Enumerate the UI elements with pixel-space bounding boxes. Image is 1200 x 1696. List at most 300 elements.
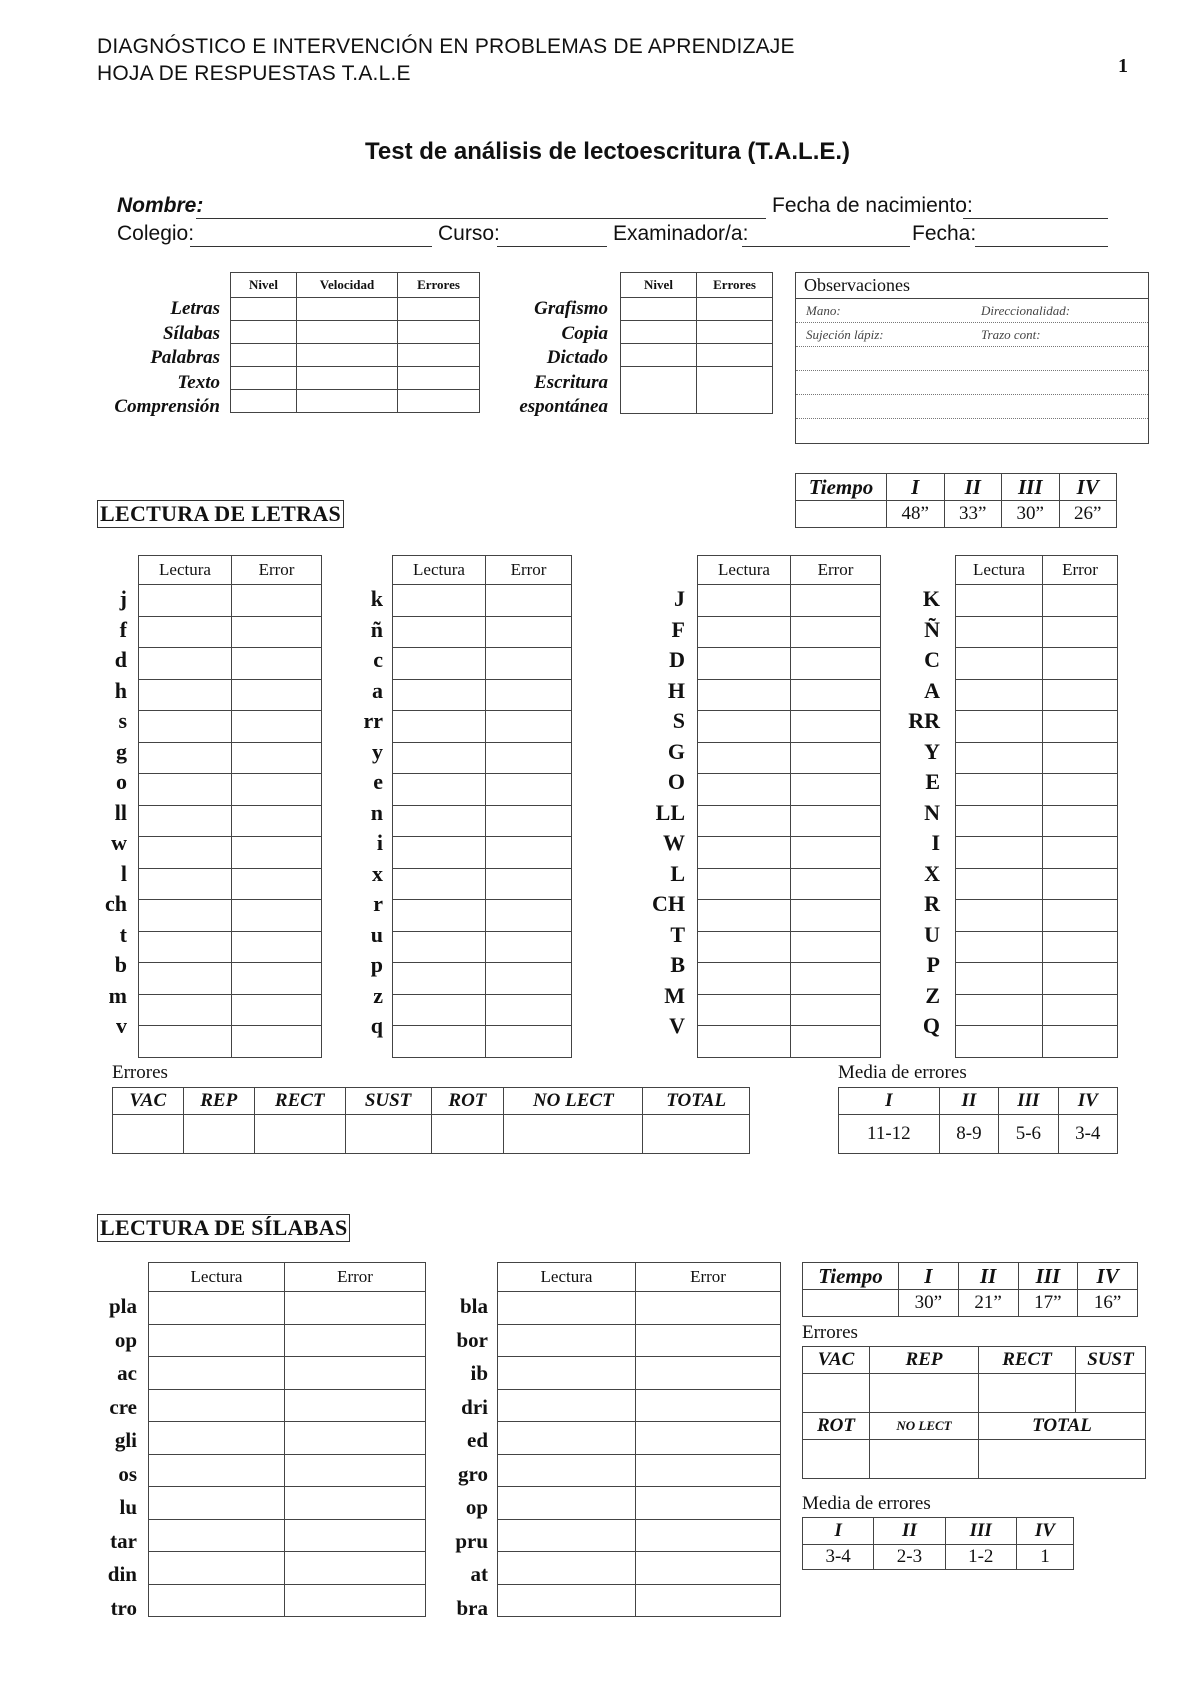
table-row [698,774,881,806]
lectura-cell[interactable] [139,900,232,932]
row-label: K [922,586,940,611]
lectura-cell[interactable] [698,868,791,900]
tiempo-3: 30” [1002,501,1060,528]
lectura-cell[interactable] [149,1357,285,1390]
error-cell[interactable] [636,1454,781,1487]
lectura-cell[interactable] [956,931,1043,963]
error-cell[interactable] [285,1552,426,1585]
table-row [139,711,322,743]
lectura-cell[interactable] [139,1026,232,1058]
tiempo-1: 48” [887,501,945,528]
letras-table-1 [138,555,322,1058]
lectura-cell[interactable] [498,1487,636,1520]
row-label: CH [652,891,685,916]
error-cell[interactable] [486,679,572,711]
silabas-table-1 [148,1262,426,1617]
label-letras: Letras [170,298,220,319]
table-row [393,711,572,743]
error-cell[interactable] [486,742,572,774]
table-row [956,868,1118,900]
fecha-nacimiento-label: Fecha de nacimiento: [772,194,973,217]
colegio-field[interactable] [190,246,432,247]
media-3: 5-6 [999,1115,1058,1154]
error-cell[interactable] [285,1454,426,1487]
error-cell[interactable] [285,1357,426,1390]
row-label: J [674,586,685,611]
lectura-cell[interactable] [139,648,232,680]
table-row [149,1584,426,1617]
error-cell[interactable] [636,1389,781,1422]
error-cell[interactable] [486,711,572,743]
lectura-cell[interactable] [498,1584,636,1617]
fecha-field[interactable] [975,246,1108,247]
syllable-labels-col1 [95,1290,137,1625]
obs-line[interactable] [796,371,1148,395]
row-label: f [119,616,127,642]
err-nolect: NO LECT [870,1413,979,1440]
obs-line[interactable] [796,347,1148,371]
table-row [393,616,572,648]
error-cell[interactable] [791,963,881,995]
err-rep: REP [870,1347,979,1374]
lectura-cell[interactable] [393,585,486,617]
err-rep: REP [183,1088,254,1115]
fecha-nacimiento-field[interactable] [963,218,1108,219]
lectura-cell[interactable] [956,616,1043,648]
col-error: Error [636,1263,781,1292]
error-cell[interactable] [486,648,572,680]
row-label: H [667,677,685,703]
colegio-label: Colegio: [117,222,195,245]
level-3: III [945,1518,1016,1545]
table-row [621,344,773,367]
lectura-cell[interactable] [139,616,232,648]
lectura-cell[interactable] [698,648,791,680]
level-2: II [944,474,1002,501]
lectura-cell[interactable] [139,963,232,995]
row-label: tro [110,1595,137,1620]
error-cell[interactable] [486,994,572,1026]
error-cell[interactable] [791,994,881,1026]
error-cell[interactable] [791,679,881,711]
lectura-cell[interactable] [698,963,791,995]
label-copia: Copia [561,322,608,344]
table-row [498,1454,781,1487]
err-rot: ROT [431,1088,504,1115]
col-lectura: Lectura [498,1263,636,1292]
error-cell[interactable] [636,1324,781,1357]
error-cell[interactable] [486,868,572,900]
row-label: C [924,647,940,672]
lectura-cell[interactable] [956,742,1043,774]
error-cell[interactable] [636,1357,781,1390]
error-cell[interactable] [232,963,322,995]
error-cell[interactable] [1043,585,1118,617]
error-cell[interactable] [636,1584,781,1617]
error-cell[interactable] [1043,774,1118,806]
error-cell[interactable] [232,868,322,900]
table-row [231,344,480,367]
row-label: N [924,799,940,825]
lectura-cell[interactable] [698,805,791,837]
lectura-cell[interactable] [698,931,791,963]
error-cell[interactable] [486,774,572,806]
error-cell[interactable] [791,742,881,774]
row-label: y [372,738,383,764]
lectura-cell[interactable] [498,1552,636,1585]
table-row [498,1487,781,1520]
table-row [698,994,881,1026]
level-4: IV [1059,474,1117,501]
lectura-cell[interactable] [149,1454,285,1487]
error-cell[interactable] [636,1487,781,1520]
row-label: Y [924,738,940,764]
label-texto: Texto [177,371,220,393]
error-cell[interactable] [1043,648,1118,680]
table-row [956,648,1118,680]
table-row [956,711,1118,743]
curso-field[interactable] [497,246,607,247]
err-rect: RECT [254,1088,345,1115]
table-row [498,1389,781,1422]
errores-label-letras: Errores [112,1062,168,1083]
lectura-cell[interactable] [498,1454,636,1487]
table-row [231,367,480,390]
lectura-cell[interactable] [393,679,486,711]
lectura-cell[interactable] [149,1422,285,1455]
row-label: a [372,677,383,703]
lectura-cell[interactable] [393,931,486,963]
table-row [956,616,1118,648]
row-label: x [372,860,383,886]
error-cell[interactable] [232,774,322,806]
error-cell[interactable] [1043,711,1118,743]
row-label: ñ [370,616,383,642]
tiempo-3: 17” [1018,1290,1078,1317]
row-label: h [114,677,127,703]
lectura-cell[interactable] [393,711,486,743]
error-cell[interactable] [791,931,881,963]
table-row [393,585,572,617]
examinador-field[interactable] [742,246,910,247]
lectura-cell[interactable] [498,1422,636,1455]
error-cell[interactable] [791,616,881,648]
label-comprension: Comprensión [114,396,220,417]
error-cell[interactable] [1043,805,1118,837]
error-cell[interactable] [1043,994,1118,1026]
lectura-cell[interactable] [139,868,232,900]
lectura-cell[interactable] [498,1389,636,1422]
table-row [113,1115,750,1154]
table-row [956,994,1118,1026]
tiempo-4: 26” [1059,501,1117,528]
table-row [621,367,773,414]
error-cell[interactable] [232,805,322,837]
lectura-cell[interactable] [498,1519,636,1552]
lectura-cell[interactable] [956,837,1043,869]
error-cell[interactable] [791,837,881,869]
obs-line[interactable] [796,299,1148,323]
col-nivel: Nivel [621,273,697,298]
letras-table-2 [392,555,572,1058]
row-label: E [925,769,940,794]
error-cell[interactable] [232,648,322,680]
col-lectura: Lectura [393,556,486,585]
lectura-cell[interactable] [956,585,1043,617]
error-cell[interactable] [1043,931,1118,963]
error-cell[interactable] [791,648,881,680]
error-cell[interactable] [486,1026,572,1058]
error-cell[interactable] [285,1487,426,1520]
table-row [149,1552,426,1585]
row-label: v [116,1013,127,1038]
lectura-cell[interactable] [139,931,232,963]
row-label: r [373,891,383,916]
lectura-cell[interactable] [139,742,232,774]
lectura-cell[interactable] [956,1026,1043,1058]
error-cell[interactable] [1043,679,1118,711]
error-cell[interactable] [232,742,322,774]
table-row [498,1292,781,1325]
page-title: Test de análisis de lectoescritura (T.A.L.E.) [365,138,851,165]
error-cell[interactable] [232,837,322,869]
lectura-cell[interactable] [956,711,1043,743]
lectura-cell[interactable] [698,679,791,711]
error-cell[interactable] [636,1422,781,1455]
lectura-cell[interactable] [139,837,232,869]
lectura-cell[interactable] [149,1292,285,1325]
lectura-cell[interactable] [956,868,1043,900]
error-cell[interactable] [285,1422,426,1455]
silabas-table-2 [497,1262,781,1617]
lectura-cell[interactable] [139,994,232,1026]
table-row [698,963,881,995]
row-label: B [670,952,685,977]
row-label: n [370,799,383,825]
lectura-cell[interactable] [393,616,486,648]
lectura-cell[interactable] [149,1487,285,1520]
error-cell[interactable] [486,837,572,869]
lectura-cell[interactable] [498,1324,636,1357]
error-cell[interactable] [791,711,881,743]
label-escritura: Escritura [534,371,608,393]
table-row [956,837,1118,869]
table-row [698,711,881,743]
err-rot: ROT [803,1413,870,1440]
lectura-cell[interactable] [393,900,486,932]
error-cell[interactable] [1043,742,1118,774]
lectura-cell[interactable] [498,1292,636,1325]
table-row [698,616,881,648]
letter-labels-col1 [95,584,127,1042]
level-4: IV [1078,1263,1138,1290]
obs-line[interactable] [796,323,1148,347]
lectura-cell[interactable] [956,994,1043,1026]
error-cell[interactable] [486,931,572,963]
error-cell[interactable] [285,1389,426,1422]
error-cell[interactable] [285,1584,426,1617]
lectura-cell[interactable] [698,994,791,1026]
lectura-cell[interactable] [698,585,791,617]
lectura-cell[interactable] [498,1357,636,1390]
row-label: e [373,769,383,794]
error-cell[interactable] [486,805,572,837]
col-lectura: Lectura [139,556,232,585]
error-cell[interactable] [791,774,881,806]
table-row [698,648,881,680]
row-label: gro [458,1461,488,1486]
err-nolect: NO LECT [504,1088,643,1115]
letter-labels-col4 [895,584,940,1042]
col-error: Error [232,556,322,585]
lectura-cell[interactable] [956,774,1043,806]
sujecion-label: Sujeción lápiz: [806,327,884,342]
table-row [498,1422,781,1455]
error-cell[interactable] [285,1324,426,1357]
lectura-cell[interactable] [139,805,232,837]
reading-summary-labels [90,297,220,420]
level-3: III [999,1088,1058,1115]
media-table-silabas [802,1517,1074,1570]
lectura-cell[interactable] [393,868,486,900]
table-row [956,900,1118,932]
error-cell[interactable] [232,900,322,932]
table-row [139,648,322,680]
table-row [956,931,1118,963]
table-row [149,1357,426,1390]
lectura-cell[interactable] [393,1026,486,1058]
error-cell[interactable] [791,868,881,900]
table-row [621,321,773,344]
nombre-field[interactable] [196,218,766,219]
error-cell[interactable] [486,616,572,648]
error-cell[interactable] [791,900,881,932]
row-label: i [376,830,383,855]
lectura-cell[interactable] [149,1324,285,1357]
error-cell[interactable] [636,1519,781,1552]
lectura-cell[interactable] [698,711,791,743]
error-cell[interactable] [1043,900,1118,932]
lectura-cell[interactable] [698,837,791,869]
lectura-cell[interactable] [393,648,486,680]
lectura-cell[interactable] [393,994,486,1026]
err-total: TOTAL [979,1413,1146,1440]
table-row [698,868,881,900]
lectura-cell[interactable] [698,900,791,932]
error-cell[interactable] [486,963,572,995]
lectura-cell[interactable] [149,1389,285,1422]
error-cell[interactable] [232,711,322,743]
lectura-cell[interactable] [139,711,232,743]
row-label: dri [461,1394,488,1419]
level-2: II [874,1518,945,1545]
table-row [698,679,881,711]
row-label: cre [109,1394,137,1419]
col-lectura: Lectura [698,556,791,585]
lectura-cell[interactable] [698,774,791,806]
lectura-cell[interactable] [956,679,1043,711]
media-4: 3-4 [1058,1115,1117,1154]
tiempo-1: 30” [899,1290,959,1317]
error-cell[interactable] [232,1026,322,1058]
lectura-cell[interactable] [956,648,1043,680]
col-error: Error [791,556,881,585]
error-cell[interactable] [1043,868,1118,900]
lectura-cell[interactable] [956,900,1043,932]
error-cell[interactable] [486,585,572,617]
table-row [139,616,322,648]
lectura-cell[interactable] [393,837,486,869]
error-cell[interactable] [285,1519,426,1552]
errores-table-silabas [802,1346,1146,1479]
error-cell[interactable] [1043,1026,1118,1058]
lectura-cell[interactable] [956,805,1043,837]
errores-table-letras [112,1087,750,1154]
error-cell[interactable] [486,900,572,932]
error-cell[interactable] [232,931,322,963]
lectura-cell[interactable] [393,742,486,774]
row-label: W [663,830,685,855]
lectura-cell[interactable] [698,742,791,774]
error-cell[interactable] [285,1292,426,1325]
table-row [139,900,322,932]
error-cell[interactable] [1043,963,1118,995]
error-cell[interactable] [232,679,322,711]
table-row [149,1422,426,1455]
table-row [698,837,881,869]
media-label-silabas: Media de errores [802,1493,931,1514]
lectura-cell[interactable] [393,774,486,806]
lectura-cell[interactable] [149,1552,285,1585]
lectura-cell[interactable] [139,679,232,711]
lectura-cell[interactable] [956,963,1043,995]
error-cell[interactable] [791,585,881,617]
row-label: Z [925,982,940,1008]
error-cell[interactable] [232,585,322,617]
media-2: 8-9 [939,1115,998,1154]
level-2: II [958,1263,1018,1290]
row-label: c [373,647,383,672]
lectura-cell[interactable] [149,1584,285,1617]
lectura-cell[interactable] [139,585,232,617]
lectura-cell[interactable] [149,1519,285,1552]
obs-line[interactable] [796,395,1148,419]
error-cell[interactable] [232,994,322,1026]
lectura-cell[interactable] [698,1026,791,1058]
row-label: l [120,860,127,886]
col-nivel: Nivel [231,273,297,298]
row-label: d [114,647,127,672]
error-cell[interactable] [636,1292,781,1325]
letras-table-4 [955,555,1118,1058]
lectura-cell[interactable] [393,805,486,837]
level-1: I [899,1263,959,1290]
syllable-labels-col2 [440,1290,488,1625]
error-cell[interactable] [232,616,322,648]
error-cell[interactable] [1043,837,1118,869]
table-row [139,1026,322,1058]
lectura-cell[interactable] [393,963,486,995]
error-cell[interactable] [791,1026,881,1058]
error-cell[interactable] [1043,616,1118,648]
error-cell[interactable] [636,1552,781,1585]
error-cell[interactable] [791,805,881,837]
lectura-cell[interactable] [698,616,791,648]
row-label: RR [908,708,940,733]
table-row [139,837,322,869]
row-label: G [667,738,685,764]
lectura-cell[interactable] [139,774,232,806]
